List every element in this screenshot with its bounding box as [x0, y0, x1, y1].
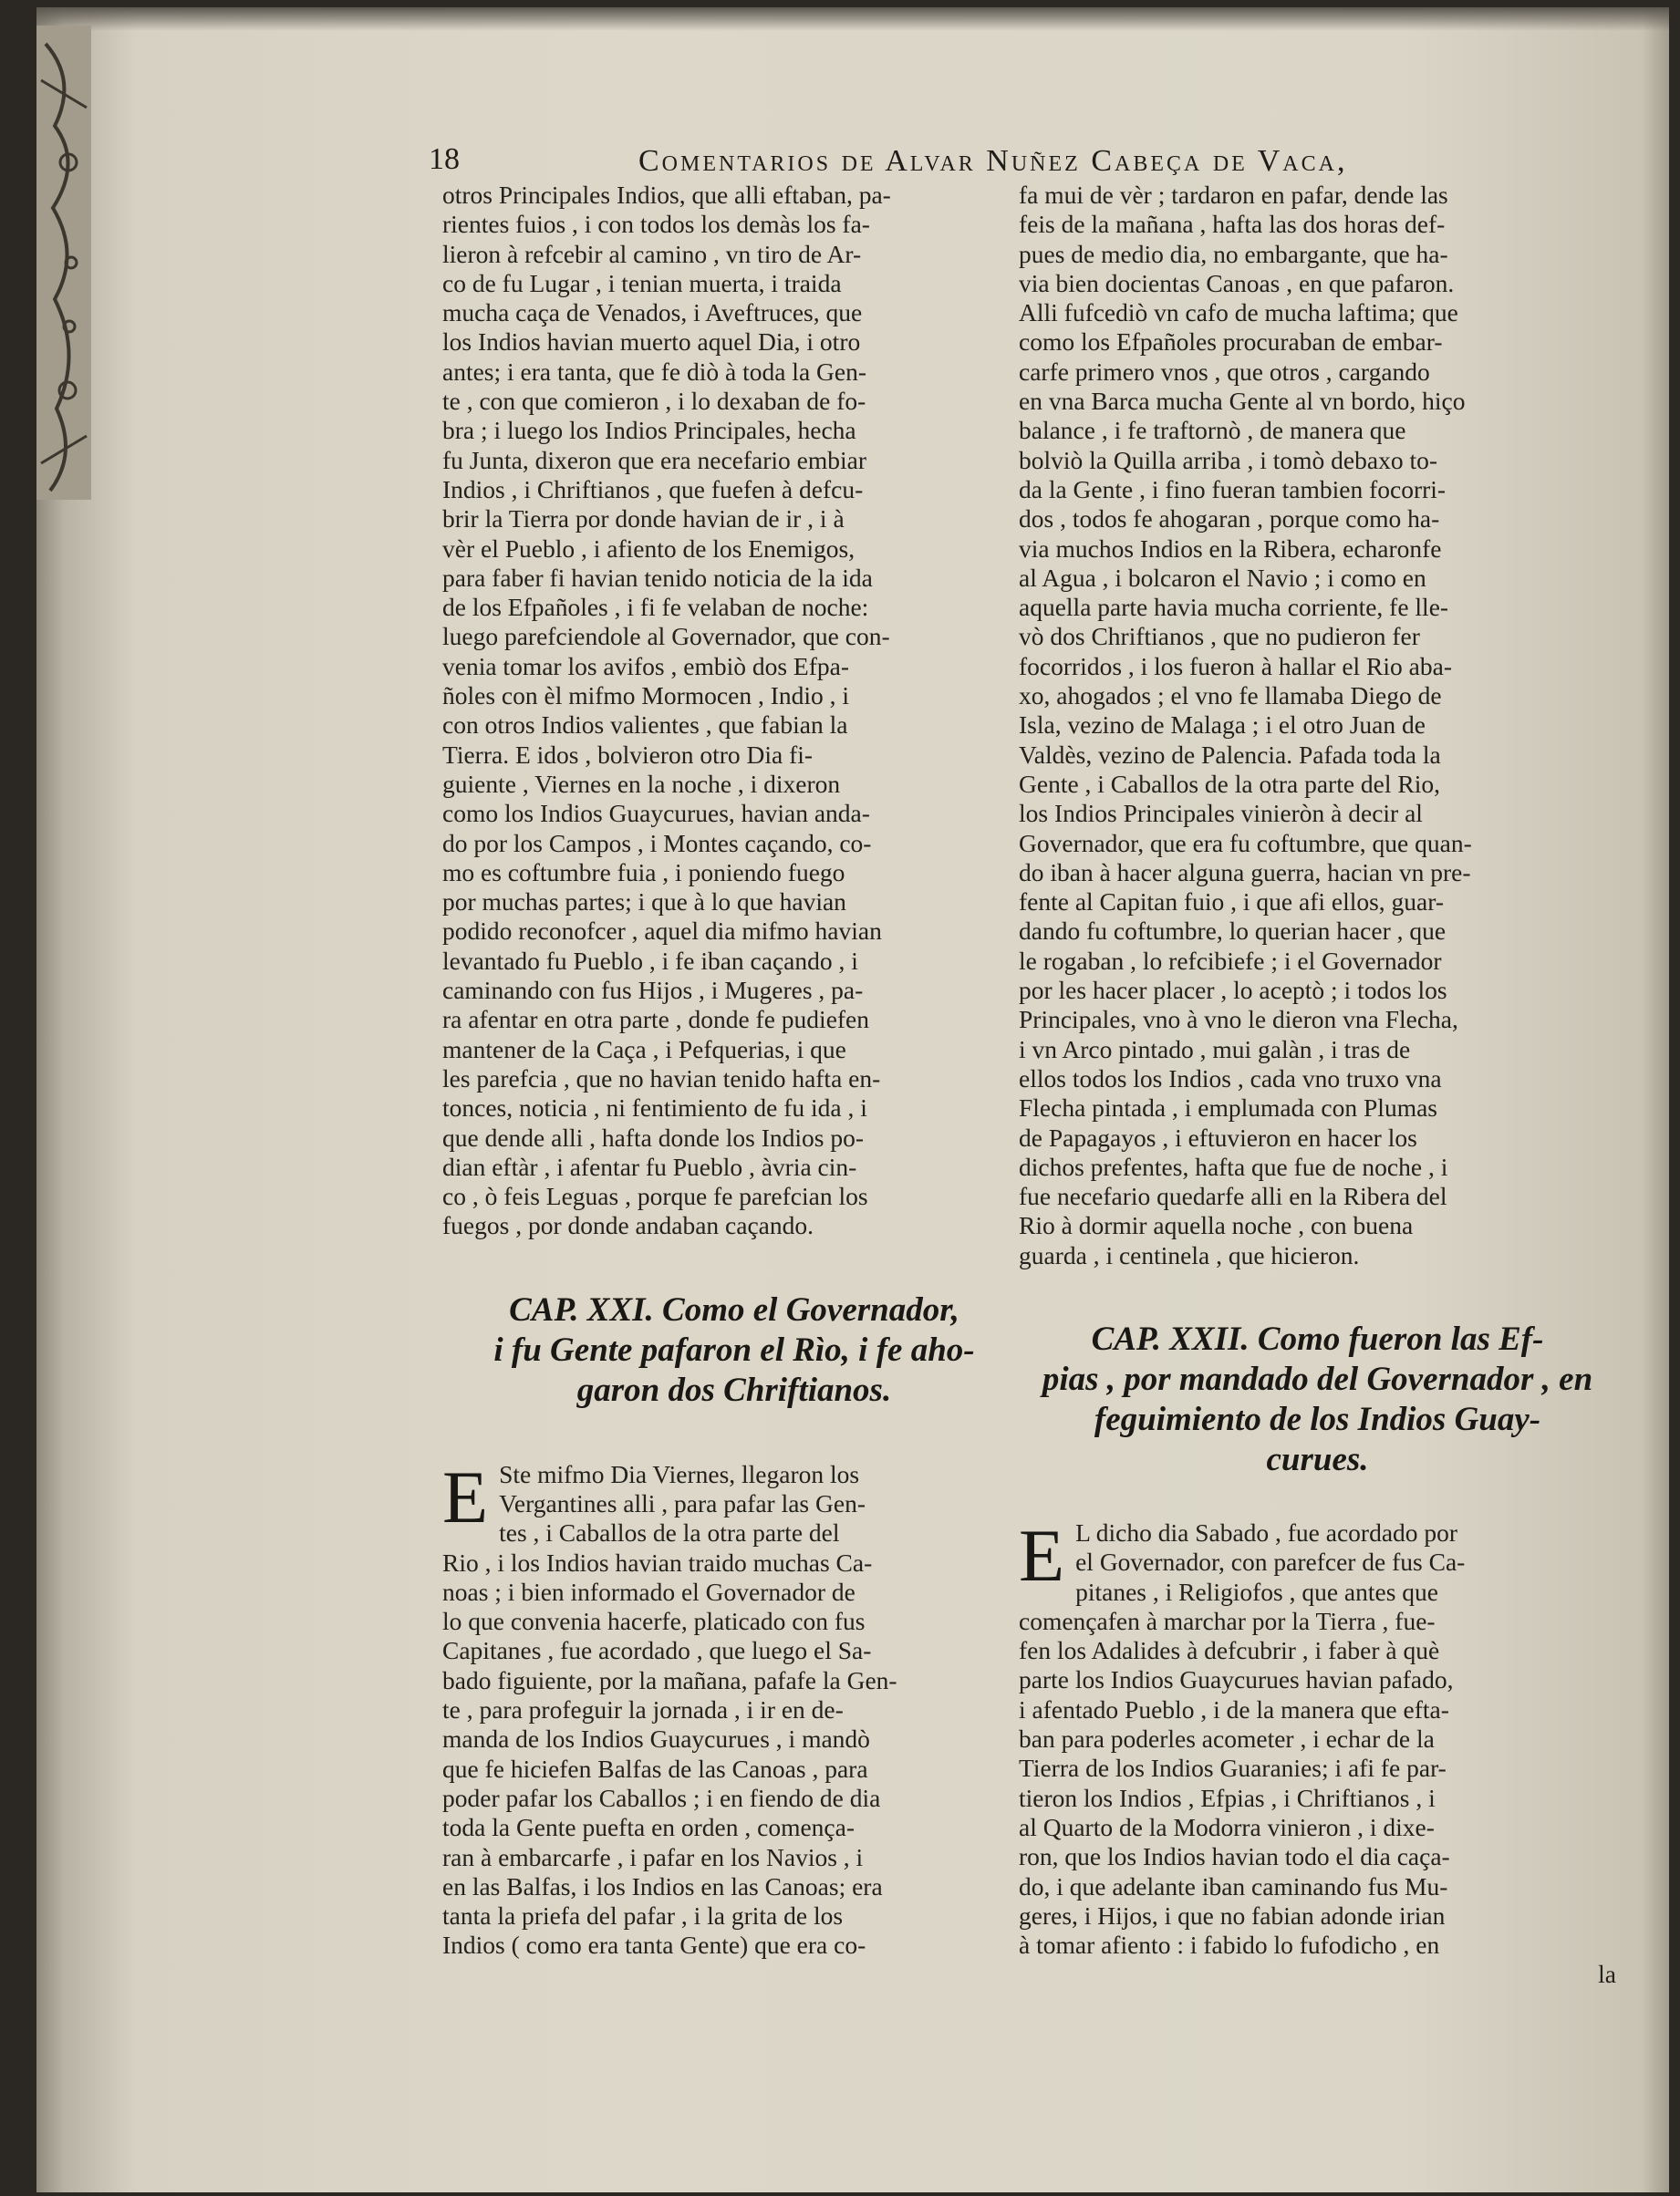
- text-line: Gente , i Caballos de la otra parte del Rio,: [1019, 769, 1441, 798]
- left-text-block-2: [442, 1549, 1026, 1961]
- text-line: para faber fi havian tenido noticia de la ida: [442, 563, 873, 592]
- binding-ornament-icon: [36, 26, 91, 500]
- running-head: Comentarios de Alvar Nuñez Cabeça de Vaca,: [638, 144, 1348, 178]
- text-line: da la Gente , i fino fueran tambien focorri-: [1019, 474, 1447, 503]
- text-line: guarda , i centinela , que hicieron.: [1019, 1240, 1360, 1269]
- page-header: [36, 142, 1669, 179]
- text-line: dichos prefentes, hafta que fue de noche , i: [1019, 1152, 1448, 1181]
- text-line: parte los Indios Guaycurues havian pafado,: [1019, 1665, 1454, 1694]
- chapter-line: i fu Gente pafaron el Rìo, i fe aho-: [493, 1331, 975, 1369]
- text-line: Rio , i los Indios havian traido muchas Ca-: [442, 1548, 873, 1577]
- text-line: mucha caça de Venados, i Aveftruces, que: [442, 298, 863, 327]
- text-line: dian eftàr , i afentar fu Pueblo , àvria cin-: [442, 1152, 857, 1181]
- text-line: do, i que adelante iban caminando fus Mu-: [1019, 1871, 1448, 1901]
- text-line: manda de los Indios Guaycurues , i mandò: [442, 1725, 870, 1754]
- text-line: tieron los Indios , Efpias , i Chriftianos , i: [1019, 1783, 1436, 1812]
- text-line: ellos todos los Indios , cada vno truxo vna: [1019, 1063, 1442, 1093]
- drop-cap: E: [1019, 1518, 1065, 1597]
- left-text-block: [442, 181, 1026, 1241]
- text-line: rientes fuios , i con todos los demàs los fa-: [442, 210, 870, 239]
- text-line: Ste mifmo Dia Viernes, llegaron los: [499, 1459, 860, 1488]
- text-line: do por los Campos , i Montes caçando, co-: [442, 828, 872, 857]
- text-line: Tierra. E idos , bolvieron otro Dia fi-: [442, 740, 814, 769]
- text-line: L dicho dia Sabado , fue acordado por: [1075, 1518, 1458, 1547]
- text-line: pitanes , i Religiofos , que antes que: [1075, 1577, 1438, 1606]
- text-line: aquella parte havia mucha corriente, fe lle-: [1019, 593, 1449, 622]
- text-line: vò dos Chriftianos , que no pudieron fer: [1019, 622, 1420, 651]
- text-line: balance , i fe traftornò , de manera que: [1019, 416, 1406, 445]
- text-line: con otros Indios valientes , que fabian la: [442, 710, 848, 740]
- text-line: podido reconofcer , aquel dia mifmo havian: [442, 917, 882, 946]
- text-line: que dende alli , hafta donde los Indios po-: [442, 1123, 865, 1152]
- text-line: bra ; i luego los Indios Principales, hecha: [442, 416, 856, 445]
- text-line: antes; i era tanta, que fe diò à toda la Gen-: [442, 357, 867, 386]
- text-line: Rio à dormir aquella noche , con buena: [1019, 1211, 1414, 1240]
- text-line: poder pafar los Caballos ; i en fiendo de dia: [442, 1783, 881, 1812]
- book-page: [36, 7, 1669, 2192]
- left-column: [442, 181, 1026, 1961]
- text-line: geres, i Hijos, i que no fabian adonde irian: [1019, 1901, 1446, 1930]
- chapter-line: curues.: [1266, 1440, 1369, 1478]
- chapter-heading-xxi: [442, 1290, 1026, 1411]
- text-line: Indios ( como era tanta Gente) que era co-: [442, 1931, 866, 1960]
- text-line: i afentado Pueblo , i de la manera que efta-: [1019, 1694, 1449, 1724]
- text-line: ran à embarcarfe , i pafar en los Navios , i: [442, 1842, 864, 1871]
- text-line: guiente , Viernes en la noche , i dixeron: [442, 769, 841, 798]
- text-line: Valdès, vezino de Palencia. Pafada toda la: [1019, 740, 1441, 769]
- text-line: venia tomar los avifos , embiò dos Efpa-: [442, 651, 850, 680]
- text-line: fente al Capitan fuio , i que afi ellos, guar-: [1019, 887, 1445, 917]
- text-line: brir la Tierra por donde havian de ir , i à: [442, 504, 845, 533]
- text-line: bolviò la Quilla arriba , i tomò debaxo to-: [1019, 445, 1437, 474]
- text-line: el Governador, con parefcer de fus Ca-: [1075, 1548, 1466, 1577]
- chapter-line: pias , por mandado del Governador , en: [1042, 1360, 1593, 1398]
- text-line: bado figuiente, por la mañana, pafafe la Gen-: [442, 1665, 897, 1694]
- right-column: [1019, 181, 1616, 1990]
- text-line: al Quarto de la Modorra vinieron , i dixe-: [1019, 1812, 1435, 1841]
- text-line: via muchos Indios en la Ribera, echaronfe: [1019, 533, 1442, 563]
- right-text-block: [1019, 181, 1616, 1270]
- text-line: los Indios havian muerto aquel Dia, i otro: [442, 327, 861, 357]
- text-line: les parefcia , que no havian tenido hafta en-: [442, 1063, 881, 1093]
- text-line: por les hacer placer , lo aceptò ; i todos los: [1019, 976, 1447, 1005]
- text-line: Tierra de los Indios Guaranies; i afi fe par-: [1019, 1754, 1447, 1783]
- text-line: fa mui de vèr ; tardaron en pafar, dende las: [1019, 181, 1448, 209]
- text-line: via bien docientas Canoas , en que pafaron.: [1019, 268, 1455, 297]
- text-line: los Indios Principales vinieròn à decir al: [1019, 799, 1423, 828]
- chapter-line: feguimiento de los Indios Guay-: [1094, 1400, 1541, 1438]
- text-line: Principales, vno à vno le dieron vna Flecha,: [1019, 1005, 1458, 1034]
- text-line: co , ò feis Leguas , porque fe parefcian los: [442, 1182, 868, 1211]
- left-paragraph: [442, 1460, 1026, 1549]
- text-line: Indios , i Chriftianos , que fuefen à defcu-: [442, 474, 864, 503]
- text-line: te , con que comieron , i lo dexaban de fo-: [442, 387, 866, 416]
- text-line: de Papagayos , i eftuvieron en hacer los: [1019, 1123, 1417, 1152]
- text-line: lieron à refcebir al camino , vn tiro de Ar-: [442, 239, 862, 268]
- text-line: xo, ahogados ; el vno fe llamaba Diego de: [1019, 681, 1442, 710]
- page-number: 18: [429, 142, 460, 176]
- top-shadow: [36, 7, 1669, 31]
- text-line: por muchas partes; i que à lo que havian: [442, 887, 846, 917]
- text-line: ban para poderles acometer , i echar de la: [1019, 1725, 1435, 1754]
- text-line: mantener de la Caça , i Pefquerias, i que: [442, 1034, 846, 1063]
- text-line: mo es coftumbre fuia , i poniendo fuego: [442, 857, 845, 886]
- text-line: començafen à marchar por la Tierra , fue-: [1019, 1606, 1436, 1635]
- text-line: de los Efpañoles , i fi fe velaban de noche:: [442, 593, 869, 622]
- text-line: Vergantines alli , para pafar las Gen-: [499, 1488, 866, 1518]
- text-line: caminando con fus Hijos , i Mugeres , pa-: [442, 976, 864, 1005]
- text-line: do iban à hacer alguna guerra, hacian vn pre-: [1019, 857, 1471, 886]
- catchword: la: [1598, 1960, 1616, 1989]
- text-line: como los Indios Guaycurues, havian anda-: [442, 799, 870, 828]
- text-line: Alli fufcediò vn cafo de mucha laftima; que: [1019, 298, 1458, 327]
- text-line: pues de medio dia, no embargante, que ha-: [1019, 239, 1448, 268]
- text-line: fen los Adalides à defcubrir , i faber à què: [1019, 1636, 1440, 1665]
- text-line: tanta la priefa del pafar , i la grita de los: [442, 1901, 844, 1931]
- text-line: luego parefciendole al Governador, que con-: [442, 622, 890, 651]
- text-line: en vna Barca mucha Gente al vn bordo, hiço: [1019, 387, 1466, 416]
- text-line: Isla, vezino de Malaga ; i el otro Juan de: [1019, 710, 1426, 740]
- text-line: en las Balfas, i los Indios en las Canoas; era: [442, 1871, 883, 1901]
- text-line: ron, que los Indios havian todo el dia caça-: [1019, 1842, 1450, 1871]
- text-line: Capitanes , fue acordado , que luego el Sa-: [442, 1636, 872, 1665]
- text-line: lo que convenia hacerfe, platicado con fus: [442, 1607, 866, 1636]
- text-line: tes , i Caballos de la otra parte del: [499, 1518, 840, 1548]
- text-line: dos , todos fe ahogaran , porque como ha-: [1019, 504, 1440, 533]
- text-line: ra afentar en otra parte , donde fe pudiefen: [442, 1005, 870, 1034]
- text-line: fu Junta, dixeron que era necefario embiar: [442, 445, 866, 474]
- chapter-heading-xxii: [1019, 1320, 1616, 1480]
- text-line: al Agua , i bolcaron el Navio ; i como en: [1019, 563, 1426, 592]
- text-line: noas ; i bien informado el Governador de: [442, 1577, 856, 1606]
- text-line: levantado fu Pueblo , i fe iban caçando , i: [442, 946, 858, 975]
- text-line: te , para profeguir la jornada , i ir en de-: [442, 1695, 844, 1725]
- text-line: co de fu Lugar , i tenian muerta, i traida: [442, 268, 842, 297]
- text-line: otros Principales Indios, que alli eftaban, pa-: [442, 181, 891, 209]
- text-line: carfe primero vnos , que otros , cargando: [1019, 357, 1430, 386]
- text-line: que fe hiciefen Balfas de las Canoas , para: [442, 1754, 868, 1783]
- text-line: vèr el Pueblo , i afiento de los Enemigos,: [442, 533, 856, 563]
- text-line: fue necefario quedarfe alli en la Ribera del: [1019, 1182, 1447, 1211]
- text-line: dando fu coftumbre, lo querian hacer , que: [1019, 917, 1447, 946]
- text-line: focorridos , i los fueron à hallar el Rio aba-: [1019, 651, 1452, 680]
- chapter-line: CAP. XXI. Como el Governador,: [509, 1290, 959, 1329]
- drop-cap: E: [442, 1459, 489, 1538]
- text-line: ñoles con èl mifmo Mormocen , Indio , i: [442, 681, 850, 710]
- text-line: feis de la mañana , hafta las dos horas def-: [1019, 210, 1446, 239]
- right-paragraph: [1019, 1518, 1616, 1607]
- text-line: toda la Gente puefta en orden , comença-: [442, 1813, 856, 1842]
- text-line: Flecha pintada , i emplumada con Plumas: [1019, 1093, 1437, 1123]
- text-line: fuegos , por donde andaban caçando.: [442, 1211, 814, 1240]
- text-line: le rogaban , lo refcibiefe ; i el Governador: [1019, 946, 1442, 975]
- right-text-block-2: [1019, 1607, 1616, 1961]
- text-line: como los Efpañoles procuraban de embar-: [1019, 327, 1443, 357]
- text-line: Governador, que era fu coftumbre, que quan-: [1019, 828, 1472, 857]
- text-line: i vn Arco pintado , mui galàn , i tras de: [1019, 1034, 1411, 1063]
- chapter-line: garon dos Chriftianos.: [576, 1371, 892, 1409]
- chapter-line: CAP. XXII. Como fueron las Ef-: [1091, 1320, 1544, 1358]
- text-line: à tomar afiento : i fabido lo fufodicho , en: [1019, 1931, 1440, 1960]
- text-line: tonces, noticia , ni fentimiento de fu ida , i: [442, 1093, 867, 1123]
